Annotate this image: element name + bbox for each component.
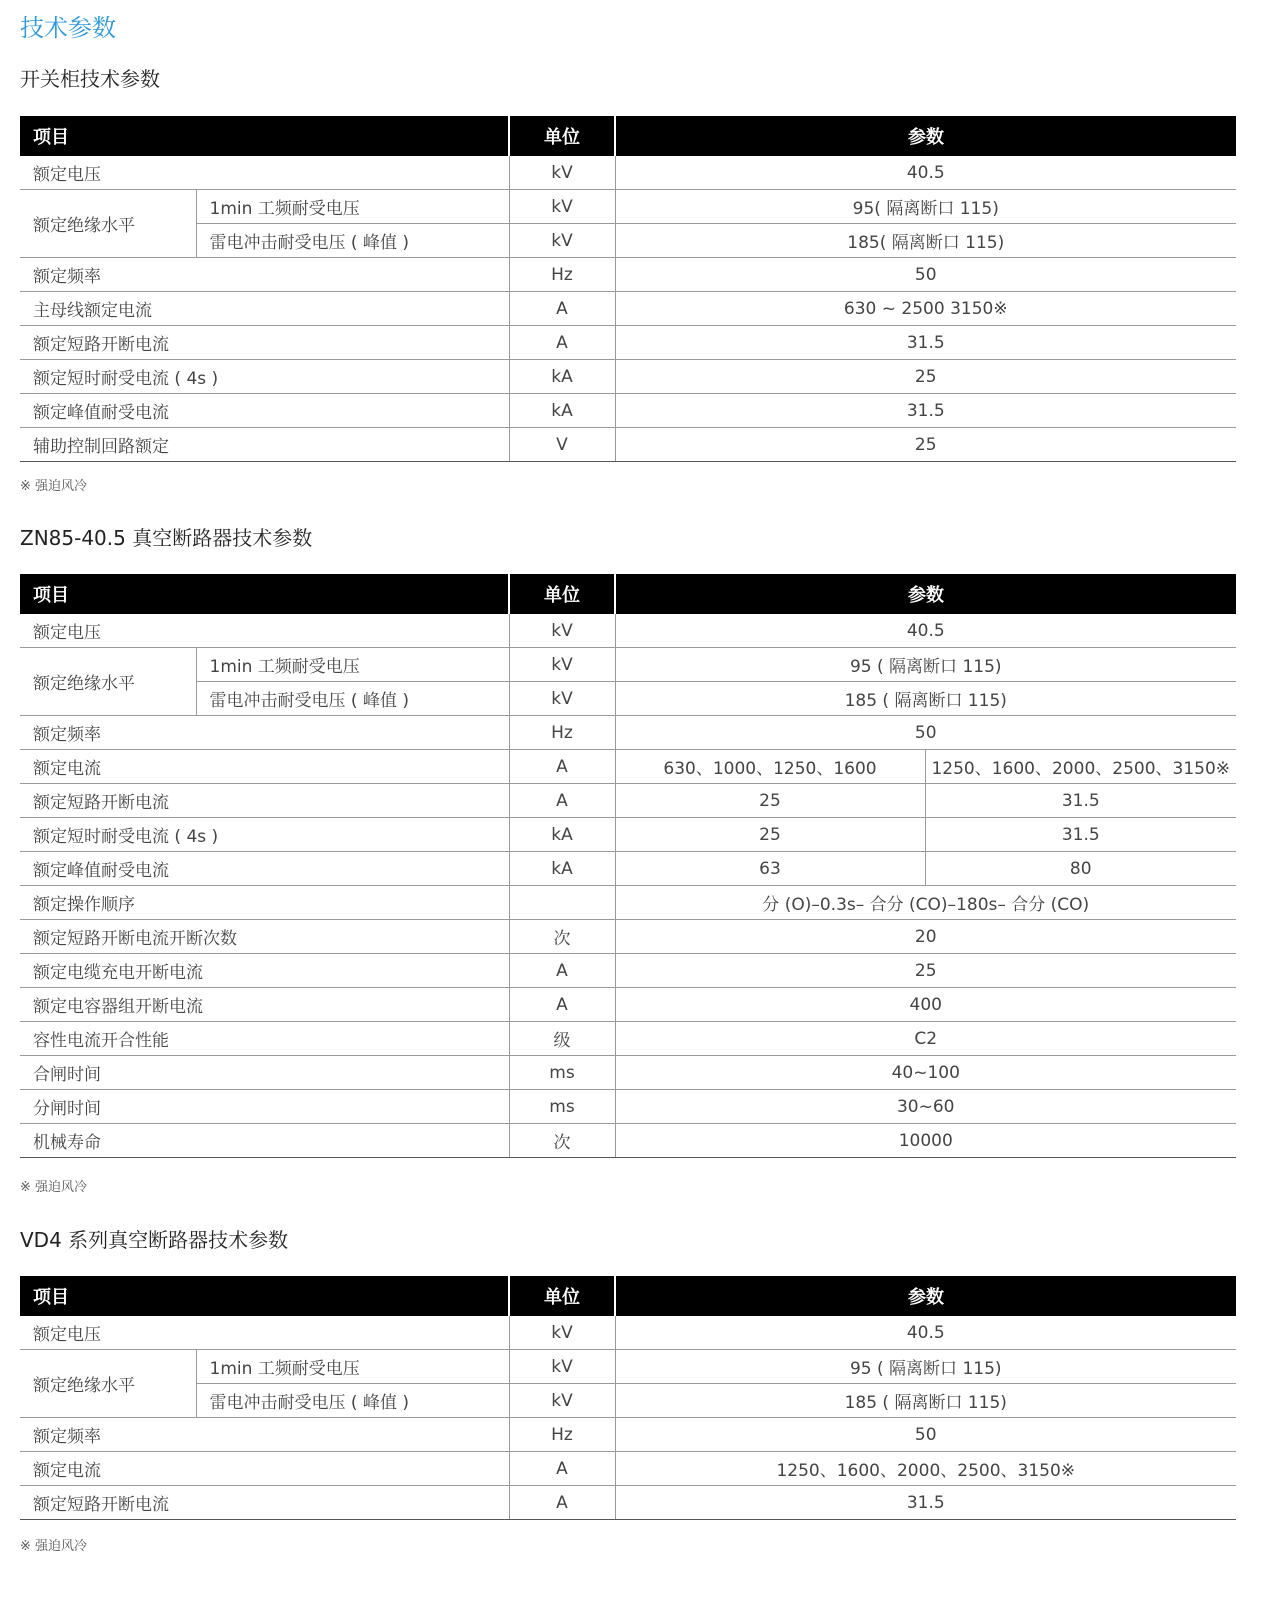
row-item: 额定电流 bbox=[20, 1452, 509, 1486]
row-subitem: 雷电冲击耐受电压 ( 峰值 ) bbox=[196, 224, 509, 258]
row-value: 185( 隔离断口 115) bbox=[615, 224, 1236, 258]
row-item: 额定电容器组开断电流 bbox=[20, 988, 509, 1022]
switchgear-spec-table bbox=[20, 116, 1236, 462]
row-unit: 次 bbox=[509, 1124, 615, 1158]
table-row bbox=[20, 156, 1236, 190]
zn85-spec-table bbox=[20, 574, 1236, 1158]
row-item: 额定频率 bbox=[20, 716, 509, 750]
row-unit: kV bbox=[509, 614, 615, 648]
table-header-row bbox=[20, 1276, 1236, 1316]
row-item: 额定电压 bbox=[20, 156, 509, 190]
row-unit: kV bbox=[509, 224, 615, 258]
header-item: 项目 bbox=[20, 116, 509, 156]
section-title-switchgear: 开关柜技术参数 bbox=[20, 67, 160, 91]
row-value-right: 31.5 bbox=[925, 818, 1236, 852]
row-item: 机械寿命 bbox=[20, 1124, 509, 1158]
row-unit: Hz bbox=[509, 716, 615, 750]
row-item: 额定绝缘水平 bbox=[20, 190, 196, 258]
table-row bbox=[20, 614, 1236, 648]
row-item: 容性电流开合性能 bbox=[20, 1022, 509, 1056]
row-item: 额定峰值耐受电流 bbox=[20, 394, 509, 428]
table-row bbox=[20, 682, 1236, 716]
row-item: 额定操作顺序 bbox=[20, 886, 509, 920]
row-unit: A bbox=[509, 954, 615, 988]
row-unit: kV bbox=[509, 1384, 615, 1418]
row-unit: 次 bbox=[509, 920, 615, 954]
row-unit: kV bbox=[509, 156, 615, 190]
row-unit: kA bbox=[509, 818, 615, 852]
section-title-vd4: VD4 系列真空断路器技术参数 bbox=[20, 1228, 289, 1252]
row-value: 1250、1600、2000、2500、3150※ bbox=[615, 1452, 1236, 1486]
row-unit: ms bbox=[509, 1056, 615, 1090]
row-unit: A bbox=[509, 326, 615, 360]
table-row bbox=[20, 394, 1236, 428]
footnote-forced-air: ※ 强迫风冷 bbox=[20, 1539, 88, 1554]
row-unit: 级 bbox=[509, 1022, 615, 1056]
row-subitem: 1min 工频耐受电压 bbox=[196, 190, 509, 224]
row-item: 额定电压 bbox=[20, 1316, 509, 1350]
row-value-left: 63 bbox=[615, 852, 925, 886]
row-value: 31.5 bbox=[615, 1486, 1236, 1520]
row-value: 185 ( 隔离断口 115) bbox=[615, 1384, 1236, 1418]
row-value-left: 630、1000、1250、1600 bbox=[615, 750, 925, 784]
table-header-row bbox=[20, 116, 1236, 156]
table-row bbox=[20, 326, 1236, 360]
row-unit: kV bbox=[509, 648, 615, 682]
row-value: 分 (O)–0.3s– 合分 (CO)–180s– 合分 (CO) bbox=[615, 886, 1236, 920]
table-row bbox=[20, 750, 1236, 784]
table-row bbox=[20, 648, 1236, 682]
table-header-row bbox=[20, 574, 1236, 614]
row-item: 额定短路开断电流 bbox=[20, 1486, 509, 1520]
row-value: 25 bbox=[615, 954, 1236, 988]
row-unit: kA bbox=[509, 394, 615, 428]
row-value: 30~60 bbox=[615, 1090, 1236, 1124]
row-subitem: 雷电冲击耐受电压 ( 峰值 ) bbox=[196, 1384, 509, 1418]
row-unit: kV bbox=[509, 682, 615, 716]
row-item: 额定绝缘水平 bbox=[20, 648, 196, 716]
row-item: 额定频率 bbox=[20, 258, 509, 292]
table-row bbox=[20, 1124, 1236, 1158]
row-unit bbox=[509, 886, 615, 920]
table-row bbox=[20, 1384, 1236, 1418]
row-value-left: 25 bbox=[615, 818, 925, 852]
row-unit: ms bbox=[509, 1090, 615, 1124]
row-value: 630 ~ 2500 3150※ bbox=[615, 292, 1236, 326]
row-subitem: 1min 工频耐受电压 bbox=[196, 648, 509, 682]
table-row bbox=[20, 428, 1236, 462]
row-value: 25 bbox=[615, 428, 1236, 462]
table-row bbox=[20, 1418, 1236, 1452]
row-unit: A bbox=[509, 292, 615, 326]
row-item: 辅助控制回路额定 bbox=[20, 428, 509, 462]
header-param: 参数 bbox=[615, 574, 1236, 614]
row-item: 额定频率 bbox=[20, 1418, 509, 1452]
row-unit: kV bbox=[509, 1316, 615, 1350]
row-item: 额定短路开断电流开断次数 bbox=[20, 920, 509, 954]
table-row bbox=[20, 1022, 1236, 1056]
row-item: 额定峰值耐受电流 bbox=[20, 852, 509, 886]
row-item: 额定绝缘水平 bbox=[20, 1350, 196, 1418]
table-row bbox=[20, 818, 1236, 852]
header-item: 项目 bbox=[20, 574, 509, 614]
header-param: 参数 bbox=[615, 1276, 1236, 1316]
row-unit: kV bbox=[509, 1350, 615, 1384]
row-unit: kV bbox=[509, 190, 615, 224]
row-value: 31.5 bbox=[615, 326, 1236, 360]
row-unit: A bbox=[509, 1452, 615, 1486]
row-value-left: 25 bbox=[615, 784, 925, 818]
row-value: 50 bbox=[615, 716, 1236, 750]
table-row bbox=[20, 1486, 1236, 1520]
header-unit: 单位 bbox=[509, 1276, 615, 1316]
footnote-forced-air: ※ 强迫风冷 bbox=[20, 1180, 88, 1195]
table-row bbox=[20, 988, 1236, 1022]
row-value: 40.5 bbox=[615, 1316, 1236, 1350]
table-row bbox=[20, 1090, 1236, 1124]
row-value: 50 bbox=[615, 258, 1236, 292]
row-item: 额定电缆充电开断电流 bbox=[20, 954, 509, 988]
row-value: 25 bbox=[615, 360, 1236, 394]
vd4-spec-table bbox=[20, 1276, 1236, 1520]
table-row bbox=[20, 224, 1236, 258]
table-row bbox=[20, 886, 1236, 920]
row-value: 10000 bbox=[615, 1124, 1236, 1158]
table-row bbox=[20, 1350, 1236, 1384]
table-row bbox=[20, 258, 1236, 292]
row-item: 额定电压 bbox=[20, 614, 509, 648]
row-unit: A bbox=[509, 988, 615, 1022]
row-unit: V bbox=[509, 428, 615, 462]
row-item: 额定短时耐受电流 ( 4s ) bbox=[20, 360, 509, 394]
row-subitem: 1min 工频耐受电压 bbox=[196, 1350, 509, 1384]
table-row bbox=[20, 1316, 1236, 1350]
row-unit: A bbox=[509, 750, 615, 784]
table-row bbox=[20, 1452, 1236, 1486]
row-item: 额定电流 bbox=[20, 750, 509, 784]
row-item: 主母线额定电流 bbox=[20, 292, 509, 326]
row-value: 50 bbox=[615, 1418, 1236, 1452]
page-title: 技术参数 bbox=[20, 14, 116, 42]
row-value: 400 bbox=[615, 988, 1236, 1022]
table-row bbox=[20, 190, 1236, 224]
row-value: 40.5 bbox=[615, 156, 1236, 190]
header-unit: 单位 bbox=[509, 574, 615, 614]
row-subitem: 雷电冲击耐受电压 ( 峰值 ) bbox=[196, 682, 509, 716]
row-value: 31.5 bbox=[615, 394, 1236, 428]
row-unit: kA bbox=[509, 360, 615, 394]
header-item: 项目 bbox=[20, 1276, 509, 1316]
row-value: 95 ( 隔离断口 115) bbox=[615, 1350, 1236, 1384]
row-value-right: 80 bbox=[925, 852, 1236, 886]
section-title-zn85: ZN85-40.5 真空断路器技术参数 bbox=[20, 526, 313, 550]
table-row bbox=[20, 920, 1236, 954]
row-value-right: 31.5 bbox=[925, 784, 1236, 818]
row-unit: A bbox=[509, 1486, 615, 1520]
row-item: 额定短路开断电流 bbox=[20, 784, 509, 818]
row-value-right: 1250、1600、2000、2500、3150※ bbox=[925, 750, 1236, 784]
table-row bbox=[20, 852, 1236, 886]
row-value: 20 bbox=[615, 920, 1236, 954]
footnote-forced-air: ※ 强迫风冷 bbox=[20, 479, 88, 494]
row-value: 95( 隔离断口 115) bbox=[615, 190, 1236, 224]
table-row bbox=[20, 1056, 1236, 1090]
row-value: 185 ( 隔离断口 115) bbox=[615, 682, 1236, 716]
row-value: C2 bbox=[615, 1022, 1236, 1056]
table-row bbox=[20, 360, 1236, 394]
table-row bbox=[20, 716, 1236, 750]
row-unit: Hz bbox=[509, 1418, 615, 1452]
row-item: 额定短时耐受电流 ( 4s ) bbox=[20, 818, 509, 852]
row-item: 分闸时间 bbox=[20, 1090, 509, 1124]
row-value: 40~100 bbox=[615, 1056, 1236, 1090]
row-unit: A bbox=[509, 784, 615, 818]
row-value: 95 ( 隔离断口 115) bbox=[615, 648, 1236, 682]
row-item: 合闸时间 bbox=[20, 1056, 509, 1090]
table-row bbox=[20, 784, 1236, 818]
row-unit: kA bbox=[509, 852, 615, 886]
table-row bbox=[20, 292, 1236, 326]
row-unit: Hz bbox=[509, 258, 615, 292]
table-row bbox=[20, 954, 1236, 988]
header-param: 参数 bbox=[615, 116, 1236, 156]
header-unit: 单位 bbox=[509, 116, 615, 156]
row-item: 额定短路开断电流 bbox=[20, 326, 509, 360]
row-value: 40.5 bbox=[615, 614, 1236, 648]
